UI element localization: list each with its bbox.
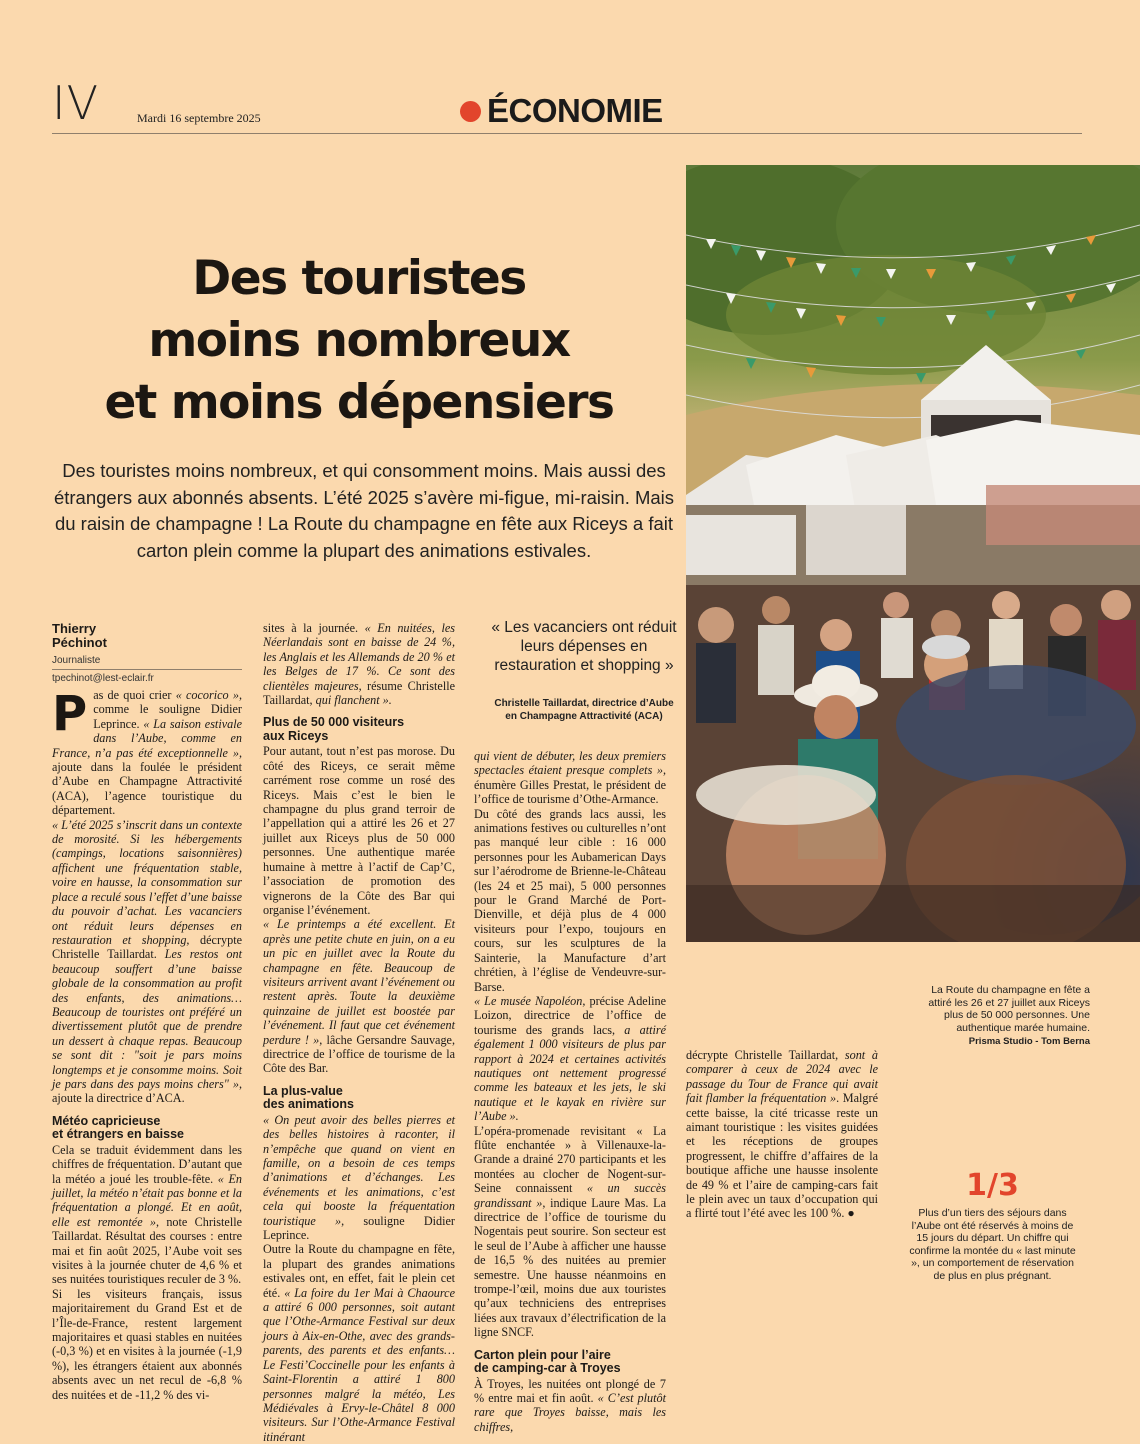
paragraph bbox=[263, 1113, 455, 1243]
text-run: « En juillet, la météo n’était pas bonne et la fréquentation a plongé. Et en août, elle est remontée » bbox=[52, 1171, 242, 1229]
text-run: , énumère Gilles Prestat, le président de l’office de tourisme d’Othe-Armance. bbox=[474, 763, 666, 807]
stat-text: Plus d’un tiers des séjours dans l’Aube ont été réservés à moins de 15 jours du départ. Un chiffre qui confirme la montée du « last minute », un comportement de réservation de plus en plus prégnant. bbox=[909, 1207, 1076, 1282]
photo-credit: Prisma Studio - Tom Berna bbox=[968, 1036, 1090, 1048]
author-last-name: Péchinot bbox=[52, 635, 107, 650]
text-run: décrypte Christelle Taillardat, bbox=[686, 1048, 845, 1062]
text-run: « un succès grandissant » bbox=[474, 1181, 666, 1210]
headline-line-2: moins nombreux bbox=[148, 313, 570, 368]
quote-source-line: en Champagne Attractivité (ACA) bbox=[505, 711, 663, 722]
author-first-name: Thierry bbox=[52, 621, 97, 636]
paragraph bbox=[474, 1377, 666, 1435]
author-rule bbox=[52, 669, 242, 670]
text-run: Outre la Route du champagne en fête, la plupart des grandes animations estivales ont, en effet, fait le plein cet été. bbox=[263, 1242, 455, 1300]
pull-quote-source bbox=[484, 697, 684, 723]
pull-quote: « Les vacanciers ont réduit leurs dépenses en restauration et shopping » bbox=[491, 619, 677, 674]
subheading: La plus-value des animations bbox=[263, 1083, 354, 1112]
column-1 bbox=[52, 688, 242, 1402]
text-run: « Le printemps a été excellent. Et après une petite chute en juin, on a eu un pic en juillet avec la Route du champagne en fête. Beaucoup de visiteurs arrivent avant l’événement ou restent après. Toute la deuxième quinzaine de juillet est boostée par l’événement. Il faut que cet événement perdure ! » bbox=[263, 917, 455, 1047]
subheading: Météo capricieuse et étrangers en baisse bbox=[52, 1113, 185, 1142]
headline-line-3: et moins dépensiers bbox=[104, 375, 614, 430]
subheading: Carton plein pour l’aire de camping-car à Troyes bbox=[474, 1347, 621, 1376]
paragraph bbox=[686, 1048, 878, 1221]
festival-crowd-photo bbox=[686, 165, 1140, 942]
page-folio: IV bbox=[52, 76, 100, 130]
paragraph bbox=[52, 688, 242, 818]
paragraph bbox=[263, 1242, 455, 1444]
text-run: À Troyes, les nuitées ont plongé de 7 % entre mai et fin août. bbox=[474, 1376, 666, 1406]
paragraph bbox=[52, 818, 242, 1106]
text-run: qui vient de débuter, les deux premiers spectacles étaient presque complets » bbox=[474, 749, 666, 778]
text-run: « cocorico » bbox=[175, 688, 239, 702]
section-rubric bbox=[460, 92, 663, 130]
text-run: Les restos ont beaucoup souffert d’une baisse globale de la consommation au profit des enfants, des animations… Beaucoup de touristes ont préféré un divertissement plutôt que de prendre un dessert à chaque repas. Beaucoup se sont dit : "soit je pars moins longtemps et je consomme moins. Soit je pars dans des pays moins chers" » bbox=[52, 947, 242, 1091]
article-headline bbox=[36, 248, 682, 434]
paragraph bbox=[263, 621, 455, 707]
text-run: Cela se traduit évidemment dans les chiffres de fréquentation. D’autant que la météo a joué les trouble-fête. bbox=[52, 1142, 242, 1186]
paragraph: Pour autant, tout n’est pas morose. Du côté des Riceys, ce serait même carrément rose comme un rosé des Riceys. Mais c’est le bien le champagne du plus grand terroir de l’appellation qui a attiré les 26 et 27 juillet aux Riceys plus de 50 000 personnes. Une authentique marée humaine à mettre à l’actif de Cap’C, l’association de promotion des vignerons de la Côte des Bar qui organise l’événement. bbox=[263, 744, 455, 917]
text-run: « La saison estivale dans l’Aube, comme en France, n’a pas été exceptionnelle » bbox=[52, 716, 243, 760]
text-run: , lâche Gersandre Sauvage, directrice de l’office de tourisme de la Côte des Bar. bbox=[263, 1032, 455, 1076]
text-run: qui flanchent ». bbox=[315, 693, 392, 708]
stat-value: 1/3 bbox=[966, 1168, 1019, 1203]
photo-caption bbox=[920, 984, 1090, 1049]
quote-source-line: Christelle Taillardat, directrice d’Aube bbox=[494, 698, 674, 709]
text-run: , ajoute dans la foulée le président d’Aube en Champagne Attractivité (ACA), l’agence touristique du département. bbox=[52, 745, 242, 818]
paragraph bbox=[474, 749, 666, 807]
text-run: « On peut avoir des belles pierres et des belles histoires à raconter, il n’empêche que quand on vient en famille, on a besoin de ces temps d’animations et d’échanges. Les événements et les animations, c’est cela qui booste la fréquentation touristique » bbox=[263, 1112, 455, 1228]
text-run: sites à la journée. bbox=[263, 621, 365, 635]
author-role: Journaliste bbox=[52, 655, 101, 666]
text-run: . Malgré cette baisse, la cité tricasse reste un aimant touristique : les visites guidées et les réceptions de groupes progressent, le chiffre d’affaires de la boutique affiche une hausse insolente de 49 % et l’aire de camping-cars fait le plein avec un taux d’occupation qui a flirté tout l’été avec les 100 %. bbox=[686, 1091, 878, 1221]
paragraph: Du côté des grands lacs aussi, les animations festives ou culturelles n’ont pas manqué leur cible : 16 000 personnes pour les Aubamerican Days sur l’aérodrome de Brienne-le-Château (les 24 et 25 mai), 5 000 personnes pour le Grand Marché de Port-Dienville, et déjà plus de 4 000 visiteurs pour l’expo, toujours en cours, sur les sculptures de la Sainterie, la Manufacture d’art chrétien, à l’église de Vendeuvre-sur-Barse. bbox=[474, 806, 666, 994]
drop-cap: P bbox=[52, 686, 88, 742]
column-2 bbox=[263, 621, 455, 1444]
text-run: « La foire du 1er Mai à Chaource a attiré 6 000 personnes, soit autant que l’Othe-Armance Festival sur deux jours à Aix-en-Othe, avec des grands-parents, des parents et des enfants… Le Festi’Coccinelle pour les enfants à Saint-Florentin a attiré 1 800 personnes malgré la météo, Les Médiévales à Ervy-le-Châtel 8 000 visiteurs. Sur l’Othe-Armance Festival itinérant bbox=[263, 1285, 455, 1444]
text-run: « C’est plutôt rare que Troyes baisse, mais les chiffres, bbox=[474, 1391, 666, 1434]
text-run: « Le musée Napoléon, bbox=[474, 993, 590, 1008]
text-run: résume Christelle Taillardat, bbox=[263, 678, 455, 708]
text-run: as de quoi crier bbox=[93, 688, 176, 702]
paragraph bbox=[263, 917, 455, 1075]
paragraph bbox=[474, 994, 666, 1124]
author-email[interactable]: tpechinot@lest-eclair.fr bbox=[52, 673, 154, 684]
author-block bbox=[52, 622, 242, 684]
end-mark-icon: ● bbox=[847, 1206, 855, 1221]
paragraph: Si les visiteurs français, issus majoritairement du Grand Est et de l’Île-de-France, restent largement majoritaires et quasi stables en nuitées (-0,3 %) et en visites à la journée (-1,9 %), les étrangers étaient aux abonnés absents avec un net recul de -6,8 % des nuitées et de -11,2 % des vi- bbox=[52, 1286, 242, 1402]
text-run: précise Adeline Loizon, directrice de l’office de tourisme des grands lacs, bbox=[474, 993, 666, 1037]
text-run: L’opéra-promenade revisitant « La flûte enchantée » à Villenauxe-la-Grande a drainé 270 participants et les montées au clocher de Nogent-sur-Seine connaissent bbox=[474, 1123, 666, 1196]
rubric-dot-icon bbox=[460, 101, 481, 122]
column-4 bbox=[686, 1048, 878, 1221]
text-run: a attiré également 1 000 visiteurs de plus par rapport à 2024 et certaines activités nautiques ont nettement progressé comme les bateaux et les jets, le ski nautique et le kayak en rivière sur l’Aube ». bbox=[474, 1022, 667, 1124]
paragraph bbox=[474, 1124, 666, 1340]
text-run: sont à comparer à ceux de 2024 avec le passage du Tour de France qui avait fait flamber la fréquentation » bbox=[686, 1048, 878, 1106]
column-3 bbox=[474, 749, 666, 1434]
rubric-label: ÉCONOMIE bbox=[487, 92, 663, 129]
article-lead: Des touristes moins nombreux, et qui consomment moins. Mais aussi des étrangers aux abonnés absents. L’été 2025 s’avère mi-figue, mi-raisin. Mais du raisin de champagne ! La Route du champagne en fête aux Riceys a fait carton plein comme la plupart des animations estivales. bbox=[53, 460, 675, 561]
text-run: , indique Laure Mas. La directrice de l’office de tourisme du Nogentais peut sourire. Son secteur est le seul de l’Aube à afficher une hausse de 16,5 % des nuitées au premier semestre. Une hausse néanmoins en trompe-l’œil, moins due aux touristes qu’aux techniciens des entreprises liées aux travaux d’électrification de la ligne SNCF. bbox=[474, 1195, 666, 1340]
text-run: , comme le souligne Didier Leprince. bbox=[93, 688, 242, 731]
text-run: « En nuitées, les Néerlandais sont en baisse de 24 %, les Anglais et les Allemands de 20 % et les Belges de 17 %. Ce sont des clientèles majeures, bbox=[263, 621, 455, 693]
caption-text: La Route du champagne en fête a attiré les 26 et 27 juillet aux Riceys plus de 50 000 personnes. Une authentique marée humaine. bbox=[928, 984, 1090, 1034]
text-run: , souligne Didier Leprince. bbox=[263, 1213, 455, 1243]
publication-date: Mardi 16 septembre 2025 bbox=[137, 111, 261, 125]
text-run: décrypte Christelle Taillardat. bbox=[52, 932, 242, 962]
text-run: « L’été 2025 s’inscrit dans un contexte de morosité. Si les hébergements (campings, locations saisonnières) affichent une fréquentation stable, voire en hausse, la consommation sur place a reculé sous l’effet d’une baisse du pouvoir d’achat. Les vacanciers ont réduit leurs dépenses en restauration et shopping, bbox=[52, 817, 242, 947]
paragraph bbox=[52, 1143, 242, 1287]
headline-line-1: Des touristes bbox=[192, 251, 526, 306]
subheading: Plus de 50 000 visiteurs aux Riceys bbox=[263, 715, 405, 743]
header-rule bbox=[52, 133, 1082, 134]
text-run: , note Christelle Taillardat. Résultat des courses : entre mai et fin août 2025, l’Aube voit ses visites à la journée chuter de 4,6 % et ses nuitées touristiques reculer de 3 %. bbox=[52, 1214, 242, 1287]
text-run: , ajoute la directrice d’ACA. bbox=[52, 1076, 242, 1106]
